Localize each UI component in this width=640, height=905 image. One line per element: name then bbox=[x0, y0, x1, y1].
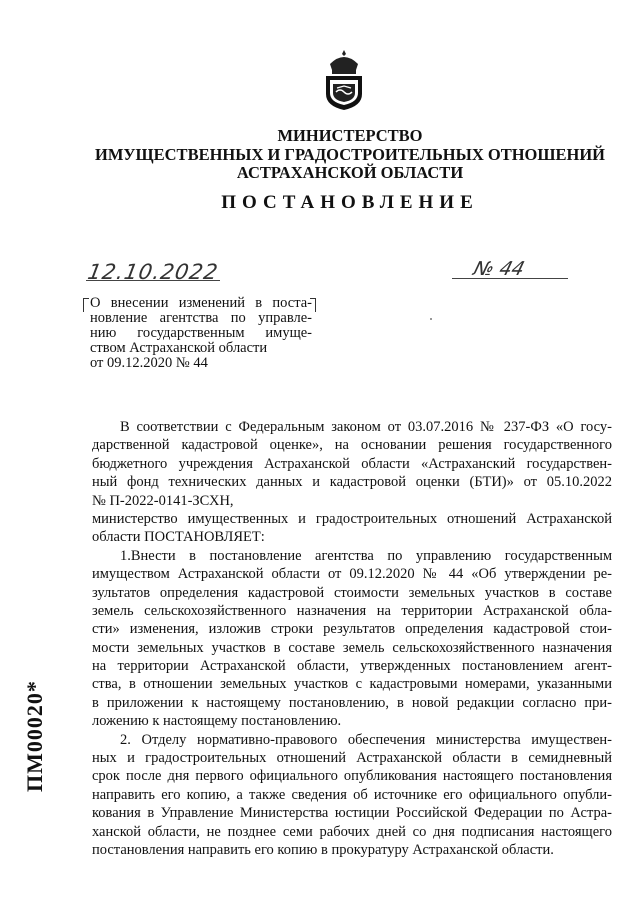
date-underline bbox=[86, 280, 220, 281]
number-underline bbox=[452, 278, 568, 279]
body-line: сти» изменения, изложив строки результатов определения кадастровой стои- bbox=[92, 621, 612, 638]
scan-speck bbox=[430, 318, 432, 320]
body-line: бюджетного учреждения Астраханской области «Астраханский государствен- bbox=[92, 455, 612, 472]
body-line: области ПОСТАНОВЛЯЕТ: bbox=[92, 529, 265, 546]
body-line: в приложении к настоящему постановлению, в новой редакции согласно при- bbox=[92, 694, 612, 711]
subject-bracket-left bbox=[83, 298, 89, 312]
subject-line: О внесении изменений в поста- bbox=[90, 295, 312, 311]
body-line: В соответствии с Федеральным законом от 03.07.2016 № 237-ФЗ «О госу- bbox=[120, 419, 612, 435]
subject-block bbox=[90, 296, 312, 371]
body-line: постановления направить его копию в прокуратуру Астраханской области. bbox=[92, 841, 554, 858]
body-line: 2. Отделу нормативно-правового обеспечения министерства имуществен- bbox=[120, 731, 612, 748]
document-number: № 44 bbox=[471, 258, 527, 280]
coat-of-arms-icon bbox=[324, 48, 364, 112]
body-line: кования в Управление Министерства юстиции Российской Федерации по Астра- bbox=[92, 805, 612, 822]
document-date: 12.10.2022 bbox=[85, 260, 221, 284]
body-line: № П-2022-0141-ЗСХН, bbox=[92, 492, 234, 509]
ministry-full-name: ИМУЩЕСТВЕННЫХ И ГРАДОСТРОИТЕЛЬНЫХ ОТНОШЕНИЙ bbox=[95, 145, 605, 164]
body-line: направить его копию, а также сведения об источнике его официального опубли- bbox=[92, 786, 612, 803]
body-line: зультатов определения кадастровой стоимости земельных участков в составе bbox=[92, 584, 612, 601]
document-body bbox=[92, 418, 612, 859]
body-line: мости земельных участков в составе земель сельскохозяйственного назначения bbox=[92, 639, 612, 656]
document-type-title: ПОСТАНОВЛЕНИЕ bbox=[221, 192, 479, 213]
body-line: ный фонд технических данных и кадастровой оценки (БТИ)» от 05.10.2022 bbox=[92, 474, 612, 491]
body-line: ложению к настоящему постановлению. bbox=[92, 713, 342, 730]
ministry-heading: МИНИСТЕРСТВО bbox=[277, 126, 423, 145]
subject-line: от 09.12.2020 № 44 bbox=[90, 355, 208, 371]
side-document-code: ПМ00020* bbox=[22, 680, 47, 792]
body-line: на территории Астраханской области, утвержденных постановлением агент- bbox=[92, 658, 612, 675]
body-line: министерство имущественных и градостроительных отношений Астраханской bbox=[92, 510, 612, 527]
body-line: ства, в отношении земельных участков с кадастровыми номерами, указанными bbox=[92, 676, 612, 693]
body-line: 1.Внести в постановление агентства по управлению государственным bbox=[120, 547, 612, 564]
subject-line: новление агентства по управле- bbox=[90, 310, 312, 326]
subject-line: нию государственным имуще- bbox=[90, 325, 312, 341]
body-line: ханской области, не позднее семи рабочих дней со дня подписания настоящего bbox=[92, 823, 612, 840]
region-name: АСТРАХАНСКОЙ ОБЛАСТИ bbox=[236, 163, 464, 182]
body-line: срок после дня первого официального опубликования настоящего постановления bbox=[92, 768, 612, 785]
body-line: дарственной кадастровой оценке», на основании решения государственного bbox=[92, 437, 612, 454]
body-line: земель сельскохозяйственного назначения на территории Астраханской обла- bbox=[92, 602, 612, 619]
body-line: ных и градостроительных отношений Астраханской области в семидневный bbox=[92, 750, 612, 767]
subject-line: ством Астраханской области bbox=[90, 340, 268, 356]
body-line: имуществом Астраханской области от 09.12.2020 № 44 «Об утверждении ре- bbox=[92, 566, 612, 583]
